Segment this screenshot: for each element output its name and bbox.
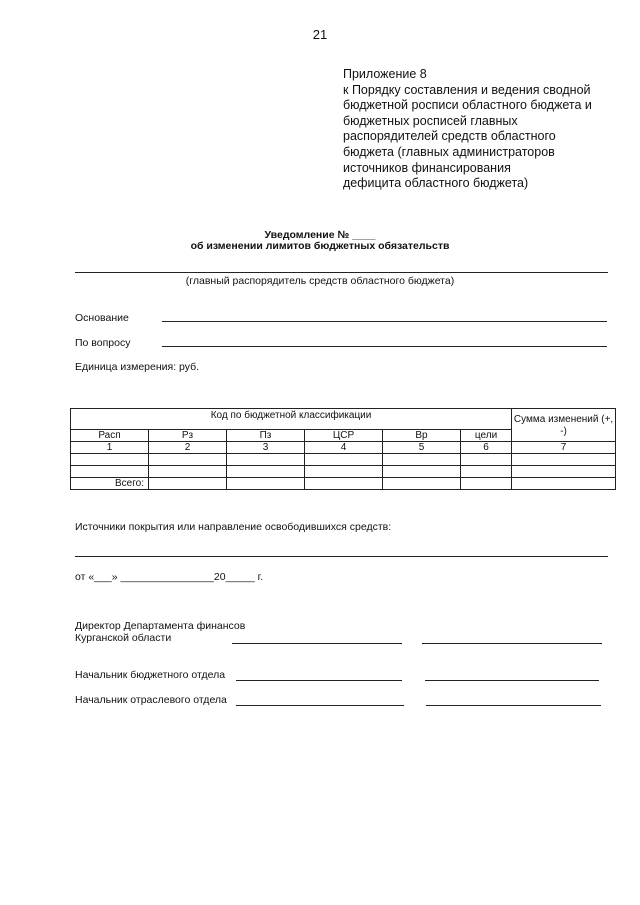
distributor-caption: (главный распорядитель средств областного бюджета) — [185, 275, 455, 287]
table-cell[interactable] — [383, 454, 461, 466]
appendix-line: к Порядку составления и ведения сводной — [343, 82, 591, 97]
sector-head-signature-line[interactable] — [236, 705, 404, 706]
table-cell[interactable] — [305, 454, 383, 466]
table-cell[interactable] — [71, 466, 149, 478]
column-header: Пз — [227, 430, 305, 442]
column-header: Рз — [149, 430, 227, 442]
notice-title: Уведомление № ____ — [264, 229, 376, 241]
distributor-line[interactable] — [75, 272, 608, 273]
table-cell[interactable] — [461, 478, 512, 490]
table-cell[interactable] — [383, 478, 461, 490]
director-title-line1: Директор Департамента финансов — [75, 620, 246, 632]
director-title-line2: Курганской области — [75, 632, 172, 644]
sector-head-label: Начальник отраслевого отдела — [75, 694, 227, 706]
code-group-header: Код по бюджетной классификации — [71, 409, 512, 430]
sector-head-name-line[interactable] — [426, 705, 601, 706]
column-header: Вр — [383, 430, 461, 442]
appendix-line: распорядителей средств областного — [343, 129, 556, 144]
column-number: 3 — [227, 442, 305, 454]
director-signature-line[interactable] — [232, 643, 402, 644]
question-field[interactable] — [162, 346, 607, 347]
date-line[interactable]: от «___» ________________20_____ г. — [75, 571, 264, 583]
appendix-line: бюджетной росписи областного бюджета и — [343, 98, 592, 113]
column-number: 4 — [305, 442, 383, 454]
appendix-line: бюджетных росписей главных — [343, 113, 518, 128]
budget-head-label: Начальник бюджетного отдела — [75, 669, 226, 681]
appendix-line: Приложение 8 — [343, 67, 427, 81]
column-header: Расп — [71, 430, 149, 442]
budget-head-name-line[interactable] — [425, 680, 599, 681]
table-cell[interactable] — [461, 466, 512, 478]
notice-subtitle: об изменении лимитов бюджетных обязательств — [190, 240, 450, 252]
appendix-header — [343, 67, 613, 192]
appendix-line: бюджета (главных администраторов — [343, 144, 555, 159]
sum-header: Сумма изменений (+, -) — [512, 409, 616, 442]
table-cell[interactable] — [512, 478, 616, 490]
table-row — [71, 466, 616, 478]
column-number: 5 — [383, 442, 461, 454]
table-cell[interactable] — [512, 466, 616, 478]
table-cell[interactable] — [461, 454, 512, 466]
sources-label: Источники покрытия или направление освободившихся средств: — [75, 521, 392, 533]
table-cell[interactable] — [149, 478, 227, 490]
column-number: 1 — [71, 442, 149, 454]
appendix-line: дефицита областного бюджета) — [343, 176, 529, 191]
table-cell[interactable] — [227, 478, 305, 490]
table-cell[interactable] — [305, 478, 383, 490]
column-header: ЦСР — [305, 430, 383, 442]
table-cell[interactable] — [227, 454, 305, 466]
budget-code-table — [70, 408, 616, 490]
sources-field[interactable] — [75, 556, 608, 557]
appendix-line: источников финансирования — [343, 160, 511, 175]
column-header: цели — [461, 430, 512, 442]
table-cell[interactable] — [71, 454, 149, 466]
column-number: 7 — [512, 442, 616, 454]
column-number: 2 — [149, 442, 227, 454]
page-number: 21 — [312, 27, 328, 42]
question-label: По вопросу — [75, 337, 131, 349]
table-cell[interactable] — [149, 454, 227, 466]
total-label: Всего: — [71, 478, 149, 490]
table-cell[interactable] — [383, 466, 461, 478]
table-cell[interactable] — [512, 454, 616, 466]
table-row-total — [71, 478, 616, 490]
column-number: 6 — [461, 442, 512, 454]
director-name-line[interactable] — [422, 643, 602, 644]
table-cell[interactable] — [149, 466, 227, 478]
basis-label: Основание — [75, 312, 129, 324]
budget-head-signature-line[interactable] — [236, 680, 402, 681]
basis-field[interactable] — [162, 321, 607, 322]
table-cell[interactable] — [305, 466, 383, 478]
unit-label: Единица измерения: руб. — [75, 361, 200, 373]
table-cell[interactable] — [227, 466, 305, 478]
table-row — [71, 454, 616, 466]
